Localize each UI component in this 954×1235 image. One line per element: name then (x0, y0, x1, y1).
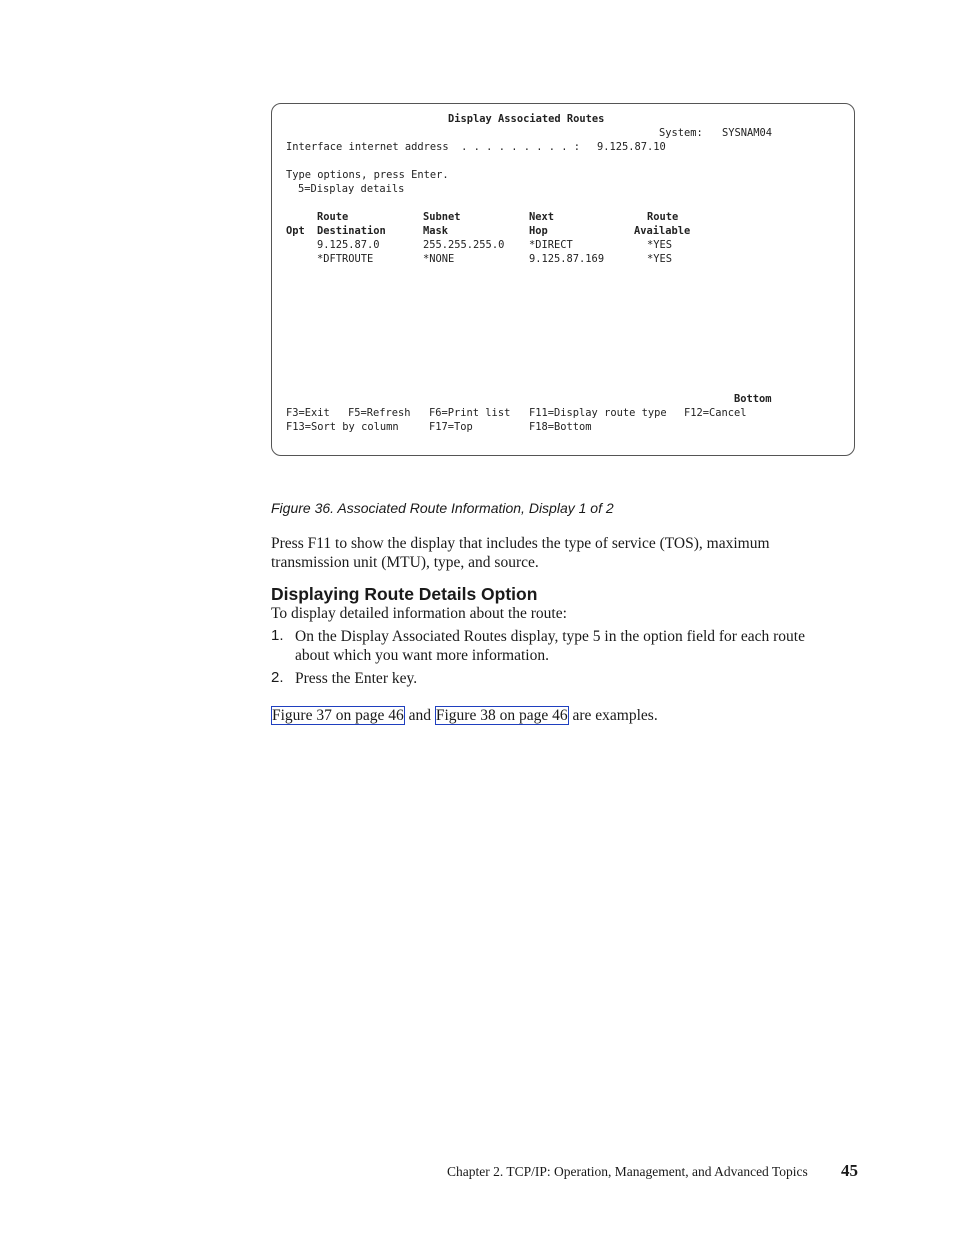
row-2-destination: *DFTROUTE (317, 253, 374, 265)
page-number: 45 (841, 1161, 858, 1180)
and-text: and (404, 707, 435, 724)
display-screen-figure (271, 103, 855, 456)
chapter-footer: Chapter 2. TCP/IP: Operation, Management, and Advanced Topics (447, 1164, 808, 1179)
fkey-f13: F13=Sort by column (286, 421, 399, 433)
figure-caption: Figure 36. Associated Route Information, Display 1 of 2 (271, 500, 614, 516)
col-next-bottom: Hop (529, 225, 548, 237)
bottom-indicator: Bottom (734, 393, 772, 405)
row-2-mask: *NONE (423, 253, 455, 265)
col-next-top: Next (529, 211, 555, 223)
fkey-f17: F17=Top (429, 421, 473, 433)
row-1-destination: 9.125.87.0 (317, 239, 380, 251)
col-route-top: Route (317, 211, 349, 223)
fkey-f5: F5=Refresh (348, 407, 411, 419)
row-1-hop: *DIRECT (529, 239, 573, 251)
row-1-available: *YES (647, 239, 673, 251)
col-subnet-bottom: Mask (423, 225, 449, 237)
step-2-number: 2. (271, 669, 284, 686)
fkey-f11: F11=Display route type (529, 407, 667, 419)
fkey-f6: F6=Print list (429, 407, 511, 419)
fkey-f3: F3=Exit (286, 407, 330, 419)
row-1-mask: 255.255.255.0 (423, 239, 505, 251)
figure-37-link[interactable]: Figure 37 on page 46 (272, 707, 404, 724)
step-2-text: Press the Enter key. (295, 670, 418, 687)
examples-paragraph (271, 706, 841, 725)
col-subnet-top: Subnet (423, 211, 461, 223)
col-available-top: Route (647, 211, 679, 223)
col-available-bottom: Available (634, 225, 691, 237)
intro-text: To display detailed information about the route: (271, 605, 567, 622)
option-5-text: 5=Display details (298, 183, 405, 195)
row-2-hop: 9.125.87.169 (529, 253, 605, 265)
interface-label: Interface internet address . . . . . . . . . : (286, 141, 581, 153)
fkey-f18: F18=Bottom (529, 421, 592, 433)
system-name: SYSNAM04 (722, 127, 773, 139)
row-2-available: *YES (647, 253, 673, 265)
system-label: System: (659, 127, 703, 139)
examples-text: are examples. (568, 707, 658, 724)
instructions-text: Type options, press Enter. (286, 169, 449, 181)
section-heading: Displaying Route Details Option (271, 584, 538, 604)
col-route-bottom: Destination (317, 225, 386, 237)
step-1-number: 1. (271, 627, 284, 644)
step-1-text: On the Display Associated Routes display, type 5 in the option field for each route about which you want more information. (295, 628, 805, 664)
col-opt: Opt (286, 225, 305, 237)
fkey-f12: F12=Cancel (684, 407, 747, 419)
interface-value: 9.125.87.10 (597, 141, 666, 153)
screen-title: Display Associated Routes (448, 113, 605, 125)
figure-38-link[interactable]: Figure 38 on page 46 (435, 707, 568, 724)
paragraph-f11: Press F11 to show the display that includes the type of service (TOS), maximum transmission unit (MTU), type, and source. (271, 535, 770, 571)
